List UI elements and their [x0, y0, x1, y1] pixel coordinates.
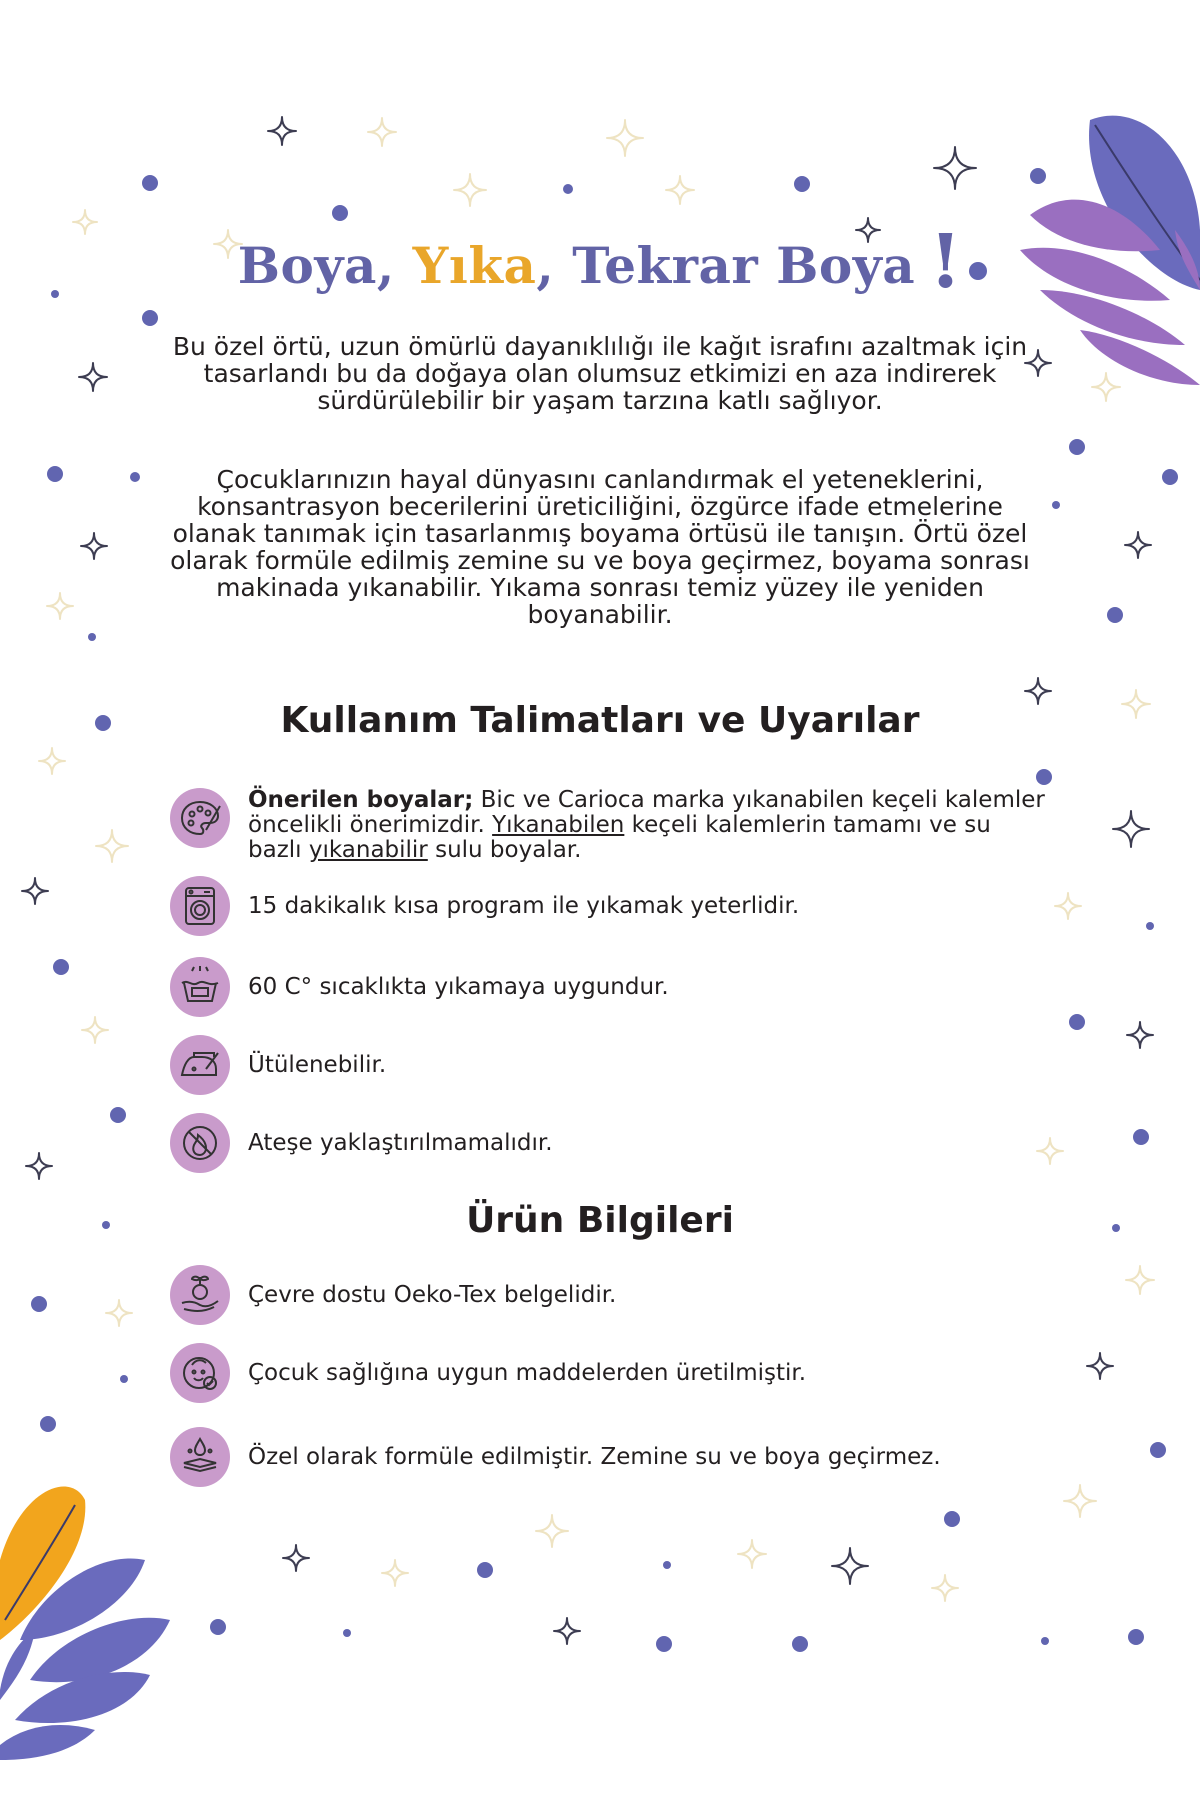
leaf-decoration-top-right: [1020, 116, 1200, 385]
intro-paragraph-1: Bu özel örtü, uzun ömürlü dayanıklılığı ile kağıt israfını azaltmak için tasarlandı bu da doğaya olan olumsuz etkimizi en aza indirerek sürdürülebilir bir yaşam tarzına katlı sağlıyor.: [172, 332, 1028, 415]
product-item-child-health: [168, 1343, 1048, 1407]
no-fire-text: Ateşe yaklaştırılmamalıdır.: [248, 1130, 553, 1156]
page-title: [200, 215, 1000, 305]
paints-text: [248, 788, 1048, 863]
paints-text-part-2: keçeli kalemlerin tamamı ve su bazlı: [248, 812, 991, 863]
product-item-waterproof: [168, 1427, 1048, 1491]
wash-program-text: 15 dakikalık kısa program ile yıkamak yeterlidir.: [248, 893, 800, 919]
paints-underlined-1: Yıkanabilen: [492, 812, 625, 838]
waterproof-text: Özel olarak formüle edilmiştir. Zemine su ve boya geçirmez.: [248, 1444, 941, 1470]
product-info-heading: Ürün Bilgileri: [466, 1200, 734, 1241]
iron-text: Ütülenebilir.: [248, 1052, 387, 1078]
title-part-1: Boya,: [237, 236, 413, 295]
paints-underlined-2: yıkanabilir: [308, 837, 428, 863]
usage-heading: Kullanım Talimatları ve Uyarılar: [280, 700, 920, 741]
product-item-eco: [168, 1265, 1048, 1329]
usage-item-wash-temperature: [168, 957, 1048, 1021]
usage-item-no-fire: [168, 1113, 1048, 1177]
usage-item-iron: [168, 1035, 1048, 1099]
usage-item-wash-program: [168, 876, 1048, 940]
intro-paragraph-2: Çocuklarınızın hayal dünyasını canlandırmak el yeteneklerini, konsantrasyon becerilerini üreticiliğini, özgürce ifade etmelerine olanak tanımak için tasarlanmış boyama örtüsü ile tanışın. Örtü özel olarak formüle edilmiş zemine su ve boya geçirmez, boyama sonrası makinada yıkanabilir. Yıkama sonrası temiz yüzey ile yeniden boyanabilir.: [170, 465, 1030, 629]
eco-plant-hand-icon: [170, 1265, 230, 1325]
child-health-icon: [170, 1343, 230, 1403]
title-exclamation: !: [929, 219, 963, 305]
iron-icon: [170, 1035, 230, 1095]
paint-palette-icon: [170, 788, 230, 848]
leaf-decoration-bottom-left: [0, 1487, 170, 1761]
waterproof-layer-icon: [170, 1427, 230, 1487]
wash-temperature-icon: [170, 957, 230, 1017]
usage-item-paints: [168, 787, 1048, 863]
wash-temperature-text: 60 C° sıcaklıkta yıkamaya uygundur.: [248, 974, 669, 1000]
title-part-2: , Tekrar Boya: [536, 236, 916, 295]
title-accent-word: Yıka: [412, 236, 537, 295]
child-health-text: Çocuk sağlığına uygun maddelerden üretilmiştir.: [248, 1360, 807, 1386]
eco-text: Çevre dostu Oeko-Tex belgelidir.: [248, 1282, 617, 1308]
no-fire-icon: [170, 1113, 230, 1173]
paints-bold-label: Önerilen boyalar;: [248, 787, 474, 813]
paints-text-part-3: sulu boyalar.: [427, 837, 582, 863]
washing-machine-icon: [170, 876, 230, 936]
paints-text-part-1: Bic ve Carioca marka yıkanabilen keçeli kalemler öncelikli önerimizdir.: [248, 787, 1045, 838]
